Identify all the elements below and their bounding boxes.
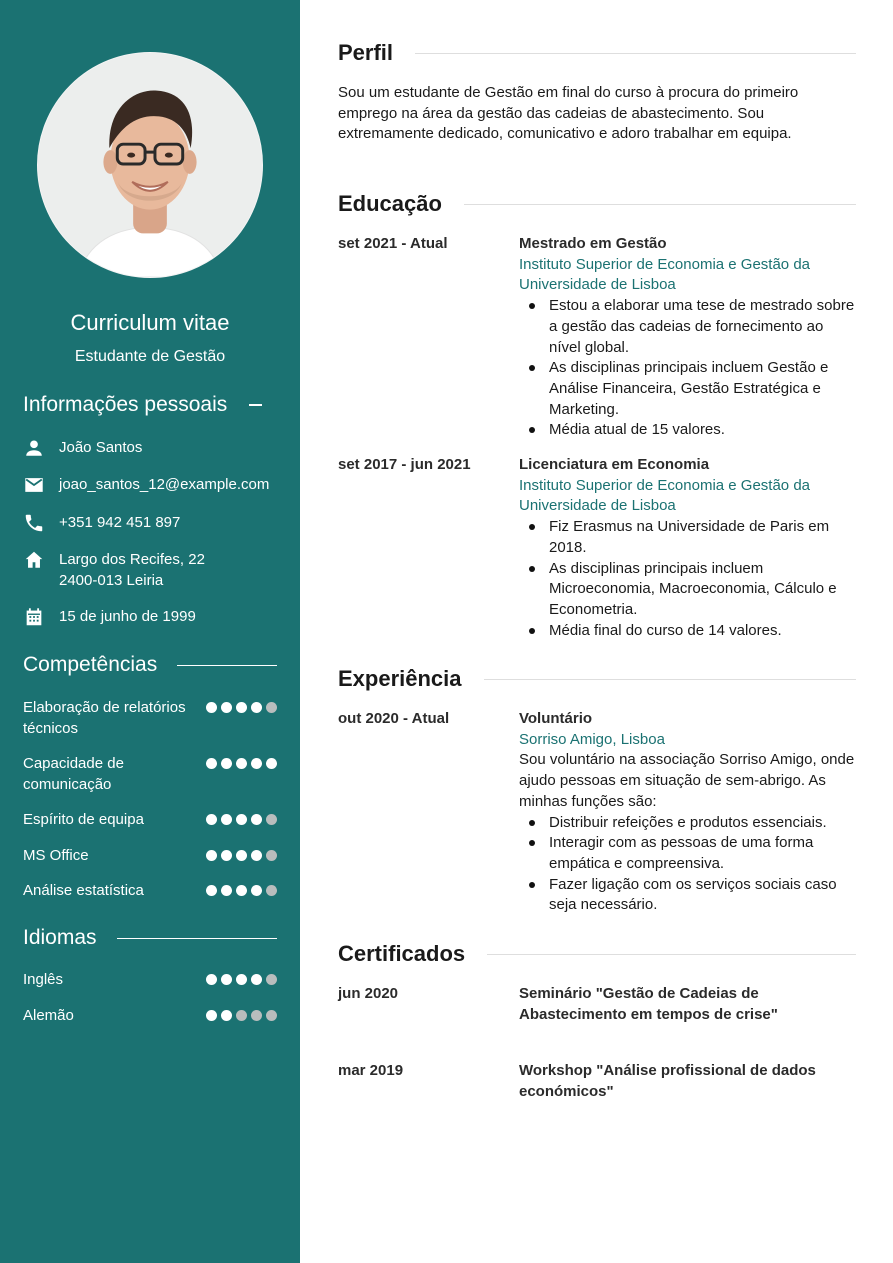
skill-row [23, 845, 277, 866]
cv-title: Curriculum vitae [70, 310, 230, 335]
profile-heading [338, 40, 856, 66]
rating-dot-filled [206, 885, 217, 896]
collapse-dash-icon [249, 404, 262, 406]
certificates-heading-label: Certificados [338, 941, 466, 966]
info-address [23, 549, 283, 591]
education-title: Mestrado em Gestão [519, 235, 667, 252]
rating-dot-filled [236, 885, 247, 896]
rating-dot-filled [251, 814, 262, 825]
skill-row [23, 753, 277, 795]
languages-heading-label: Idiomas [23, 926, 97, 949]
bullet-item: Fazer ligação com os serviços sociais caso seja necessário. [549, 875, 859, 916]
profile-photo-illustration [38, 53, 262, 277]
info-address-value [59, 549, 205, 591]
profile-heading-label: Perfil [338, 40, 394, 65]
experience-title: Voluntário [519, 710, 593, 727]
experience-heading-divider [484, 679, 856, 680]
info-birthdate [23, 606, 283, 628]
bullet-item: As disciplinas principais incluem Microeconomia, Macroeconomia, Cálculo e Econometria. [549, 559, 859, 621]
skills-heading-label: Competências [23, 653, 158, 676]
rating-dot-filled [266, 758, 277, 769]
personal-info-heading [23, 393, 277, 417]
skill-rating [206, 702, 277, 713]
experience-entry [519, 709, 859, 916]
education-heading-divider [464, 204, 856, 205]
info-phone-value[interactable]: +351 942 451 897 [59, 514, 181, 531]
bullet-item: Fiz Erasmus na Universidade de Paris em 2018. [549, 517, 859, 558]
rating-dot-filled [206, 850, 217, 861]
address-line2: 2400-013 Leiria [59, 572, 164, 589]
rating-dot-filled [251, 974, 262, 985]
skill-label: Capacidade de comunicação [23, 755, 124, 793]
education-institution: Instituto Superior de Economia e Gestão da Universidade de Lisboa [519, 255, 811, 294]
certificate-entry [519, 1061, 859, 1102]
skill-row [23, 880, 277, 901]
home-icon [23, 549, 45, 571]
education-date: set 2021 - Atual [338, 235, 448, 252]
skill-row [23, 697, 277, 739]
bullet-item: As disciplinas principais incluem Gestão e Análise Financeira, Gestão Estratégica e Marketing. [549, 358, 859, 420]
rating-dot-filled [221, 814, 232, 825]
rating-dot-empty [266, 885, 277, 896]
education-heading-label: Educação [338, 191, 442, 216]
rating-dot-filled [236, 974, 247, 985]
rating-dot-filled [206, 814, 217, 825]
info-name-value: João Santos [59, 439, 143, 456]
bullet-item: Interagir com as pessoas de uma forma empática e compreensiva. [549, 833, 859, 874]
rating-dot-empty [266, 1010, 277, 1021]
skill-label: Análise estatística [23, 882, 144, 899]
profile-photo [37, 52, 263, 278]
certificate-title: Workshop "Análise profissional de dados económicos" [519, 1062, 816, 1100]
rating-dot-filled [206, 974, 217, 985]
rating-dot-filled [221, 850, 232, 861]
language-rating [206, 974, 277, 985]
bullet-item: Distribuir refeições e produtos essenciais. [549, 813, 859, 834]
education-heading [338, 191, 856, 217]
skill-rating [206, 885, 277, 896]
bullet-item: Estou a elaborar uma tese de mestrado sobre a gestão das cadeias de fornecimento ao nível global. [549, 296, 859, 358]
skills-heading-divider [177, 665, 277, 666]
experience-organization: Sorriso Amigo, Lisboa [519, 730, 665, 748]
info-birthdate-value: 15 de junho de 1999 [59, 608, 196, 625]
rating-dot-filled [221, 702, 232, 713]
experience-heading-label: Experiência [338, 666, 462, 691]
rating-dot-filled [206, 1010, 217, 1021]
rating-dot-filled [221, 885, 232, 896]
info-phone [23, 512, 283, 534]
education-institution: Instituto Superior de Economia e Gestão da Universidade de Lisboa [519, 476, 811, 515]
rating-dot-empty [251, 1010, 262, 1021]
rating-dot-filled [221, 758, 232, 769]
rating-dot-empty [266, 974, 277, 985]
certificate-date: mar 2019 [338, 1062, 404, 1079]
education-title: Licenciatura em Economia [519, 456, 710, 473]
certificate-date: jun 2020 [338, 985, 399, 1002]
rating-dot-filled [221, 1010, 232, 1021]
language-label: Inglês [23, 971, 64, 988]
language-rating [206, 1010, 277, 1021]
calendar-icon [23, 606, 45, 628]
experience-heading [338, 666, 856, 692]
skill-rating [206, 850, 277, 861]
info-email [23, 474, 283, 496]
rating-dot-filled [251, 758, 262, 769]
education-entry [519, 455, 859, 641]
skills-heading [23, 653, 277, 677]
profile-heading-divider [415, 53, 856, 54]
profile-text: Sou um estudante de Gestão em final do curso à procura do primeiro emprego na área da gestão das cadeias de abastecimento. Sou extremamente dedicado, comunicativo e adoro trabalhar em equipa. [338, 84, 799, 143]
rating-dot-filled [206, 758, 217, 769]
cv-subtitle: Estudante de Gestão [74, 348, 226, 365]
certificate-entry [519, 984, 859, 1025]
languages-heading [23, 926, 277, 950]
rating-dot-filled [221, 974, 232, 985]
rating-dot-filled [251, 885, 262, 896]
certificate-title: Seminário "Gestão de Cadeias de Abastecimento em tempos de crise" [519, 985, 778, 1023]
rating-dot-empty [266, 702, 277, 713]
person-icon [23, 437, 45, 459]
rating-dot-filled [236, 702, 247, 713]
skill-row [23, 809, 277, 830]
info-email-value[interactable]: joao_santos_12@example.com [59, 476, 270, 493]
rating-dot-filled [236, 814, 247, 825]
bullet-item: Média final do curso de 14 valores. [549, 621, 859, 642]
rating-dot-empty [236, 1010, 247, 1021]
certificates-heading [338, 941, 856, 967]
languages-heading-divider [117, 938, 277, 939]
education-bullets [549, 296, 859, 441]
mail-icon [23, 474, 45, 496]
rating-dot-empty [266, 814, 277, 825]
rating-dot-filled [206, 702, 217, 713]
personal-info-heading-label: Informações pessoais [23, 393, 228, 416]
bullet-item: Média atual de 15 valores. [549, 420, 859, 441]
rating-dot-filled [236, 850, 247, 861]
experience-description: Sou voluntário na associação Sorriso Amigo, onde ajudo pessoas em situação de sem-abrigo. As minhas funções são: [519, 751, 855, 810]
certificates-heading-divider [487, 954, 856, 955]
language-row [23, 969, 277, 990]
info-name [23, 437, 283, 459]
education-date: set 2017 - jun 2021 [338, 456, 471, 473]
language-row [23, 1005, 277, 1026]
language-label: Alemão [23, 1007, 74, 1024]
skill-rating [206, 758, 277, 769]
skill-label: MS Office [23, 847, 89, 864]
rating-dot-empty [266, 850, 277, 861]
experience-bullets [549, 813, 859, 917]
rating-dot-filled [251, 702, 262, 713]
skill-label: Elaboração de relatórios técnicos [23, 699, 186, 737]
skill-label: Espírito de equipa [23, 811, 144, 828]
skill-rating [206, 814, 277, 825]
education-entry [519, 234, 859, 441]
education-bullets [549, 517, 859, 641]
rating-dot-filled [236, 758, 247, 769]
experience-date: out 2020 - Atual [338, 710, 450, 727]
phone-icon [23, 512, 45, 534]
rating-dot-filled [251, 850, 262, 861]
sidebar [0, 0, 300, 1263]
address-line1: Largo dos Recifes, 22 [59, 551, 205, 568]
